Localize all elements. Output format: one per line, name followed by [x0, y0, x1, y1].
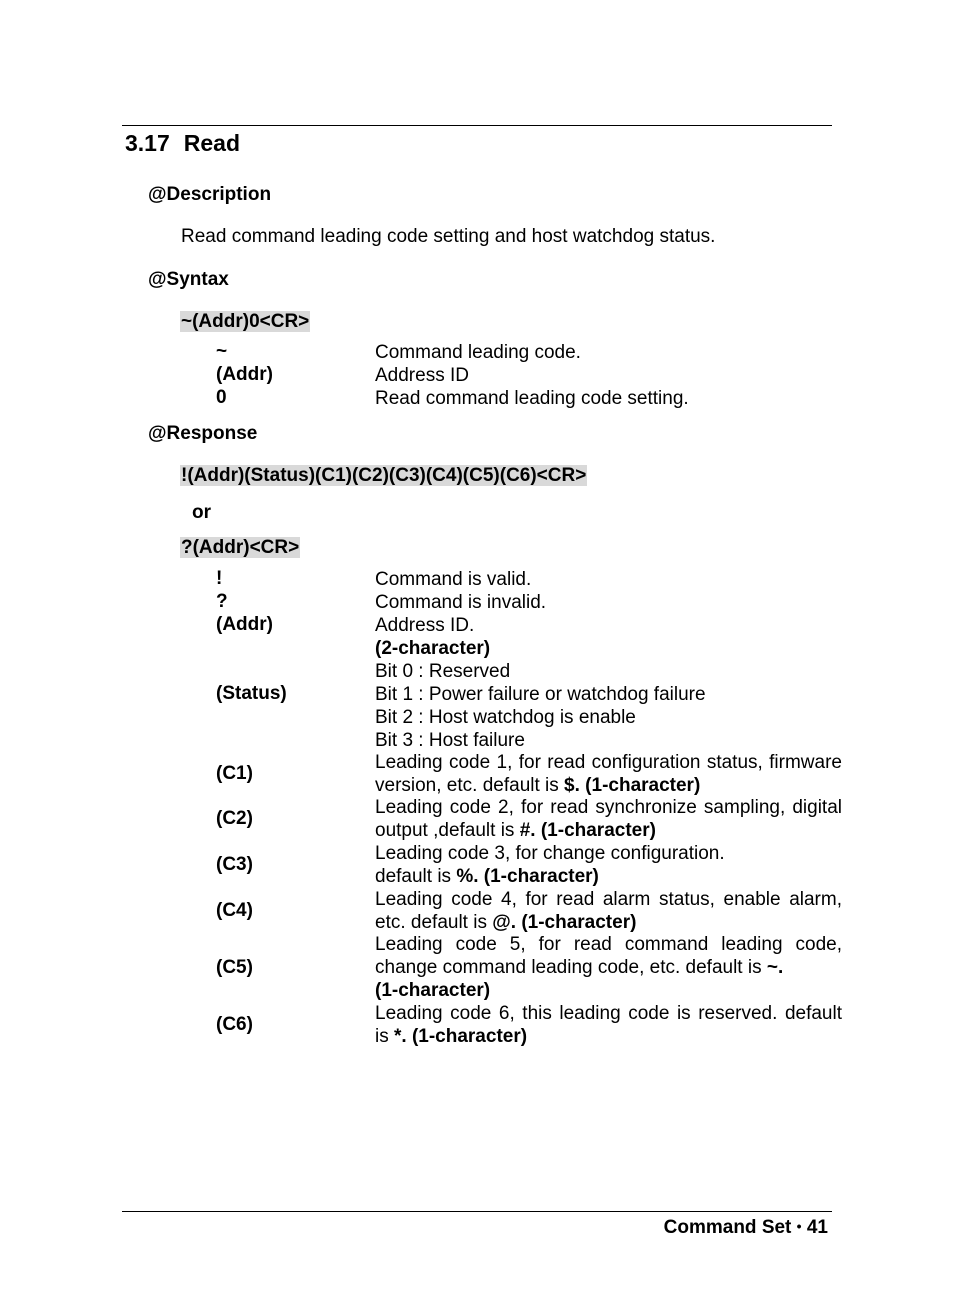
resp-desc-c4 [375, 888, 842, 934]
syntax-label-zero: 0 [216, 387, 227, 408]
c5-code: ~. [766, 957, 784, 978]
header-rule [122, 125, 832, 126]
syntax-desc-addr: Address ID [375, 365, 469, 386]
resp-desc-c6 [375, 1002, 842, 1048]
page-footer [664, 1217, 828, 1239]
description-text: Read command leading code setting and host watchdog status. [181, 226, 716, 247]
c1-code: $. (1-character) [564, 775, 701, 796]
resp-desc-c3 [375, 842, 842, 888]
syntax-desc-tilde: Command leading code. [375, 342, 581, 363]
resp-label-excl: ! [216, 568, 223, 589]
resp-label-c1: (C1) [216, 763, 253, 784]
section-number: 3.17 [125, 130, 170, 156]
c5-text: Leading code 5, for read command leading code, change command leading code, etc. default is [375, 934, 842, 978]
status-bit-2: Bit 2 : Host watchdog is enable [375, 707, 636, 728]
response-invalid-text: ?(Addr)<CR> [181, 537, 300, 558]
status-bit-3: Bit 3 : Host failure [375, 730, 525, 751]
syntax-command-text: ~(Addr)0<CR> [181, 311, 310, 332]
response-invalid [180, 537, 300, 559]
resp-label-c3: (C3) [216, 854, 253, 875]
resp-label-c2: (C2) [216, 808, 253, 829]
syntax-label-addr: (Addr) [216, 364, 273, 385]
footer-rule [122, 1211, 832, 1212]
resp-label-status: (Status) [216, 683, 287, 704]
c2-code: #. (1-character) [519, 820, 656, 841]
c3-line1: Leading code 3, for change configuration. [375, 843, 725, 864]
syntax-label-tilde: ~ [216, 341, 228, 362]
resp-desc-excl: Command is valid. [375, 569, 532, 590]
c3-code: %. (1-character) [456, 866, 599, 887]
status-bit-1: Bit 1 : Power failure or watchdog failure [375, 684, 706, 705]
resp-desc-addr: Address ID. [375, 615, 475, 636]
section-heading [125, 130, 240, 157]
resp-label-quest: ? [216, 591, 228, 612]
resp-label-c4: (C4) [216, 900, 253, 921]
resp-label-addr: (Addr) [216, 614, 273, 635]
c1-text: Leading code 1, for read configuration status, firmware version, etc. default is [375, 752, 842, 796]
syntax-command [180, 311, 310, 333]
resp-desc-c1 [375, 751, 842, 797]
response-valid-text: !(Addr)(Status)(C1)(C2)(C3)(C4)(C5)(C6)<CR> [181, 465, 587, 486]
c4-text: Leading code 4, for read alarm status, enable alarm, etc. default is [375, 889, 842, 933]
resp-desc-status [375, 637, 842, 752]
c4-code: @. (1-character) [492, 912, 637, 933]
c5-code2: (1-character) [375, 980, 491, 1001]
c3-line2: default is [375, 866, 457, 887]
c6-text: Leading code 6, this leading code is reserved. default is [375, 1003, 842, 1047]
footer-bullet: • [796, 1218, 802, 1234]
status-bit-0: Bit 0 : Reserved [375, 661, 511, 682]
syntax-heading: @Syntax [148, 269, 229, 290]
response-or: or [192, 502, 211, 523]
response-heading: @Response [148, 423, 258, 444]
c2-text: Leading code 2, for read synchronize sampling, digital output ,default is [375, 797, 842, 841]
resp-desc-quest: Command is invalid. [375, 592, 547, 613]
response-valid [180, 465, 587, 487]
footer-section: Command Set [663, 1217, 792, 1238]
syntax-desc-zero: Read command leading code setting. [375, 388, 689, 409]
resp-desc-c5 [375, 933, 842, 1002]
resp-desc-c2 [375, 796, 842, 842]
c6-code: *. (1-character) [394, 1026, 528, 1047]
description-heading: @Description [148, 184, 272, 205]
resp-label-c5: (C5) [216, 957, 253, 978]
resp-label-c6: (C6) [216, 1014, 253, 1035]
page-number: 41 [806, 1217, 828, 1238]
section-title: Read [183, 130, 241, 156]
status-size: (2-character) [375, 638, 491, 659]
